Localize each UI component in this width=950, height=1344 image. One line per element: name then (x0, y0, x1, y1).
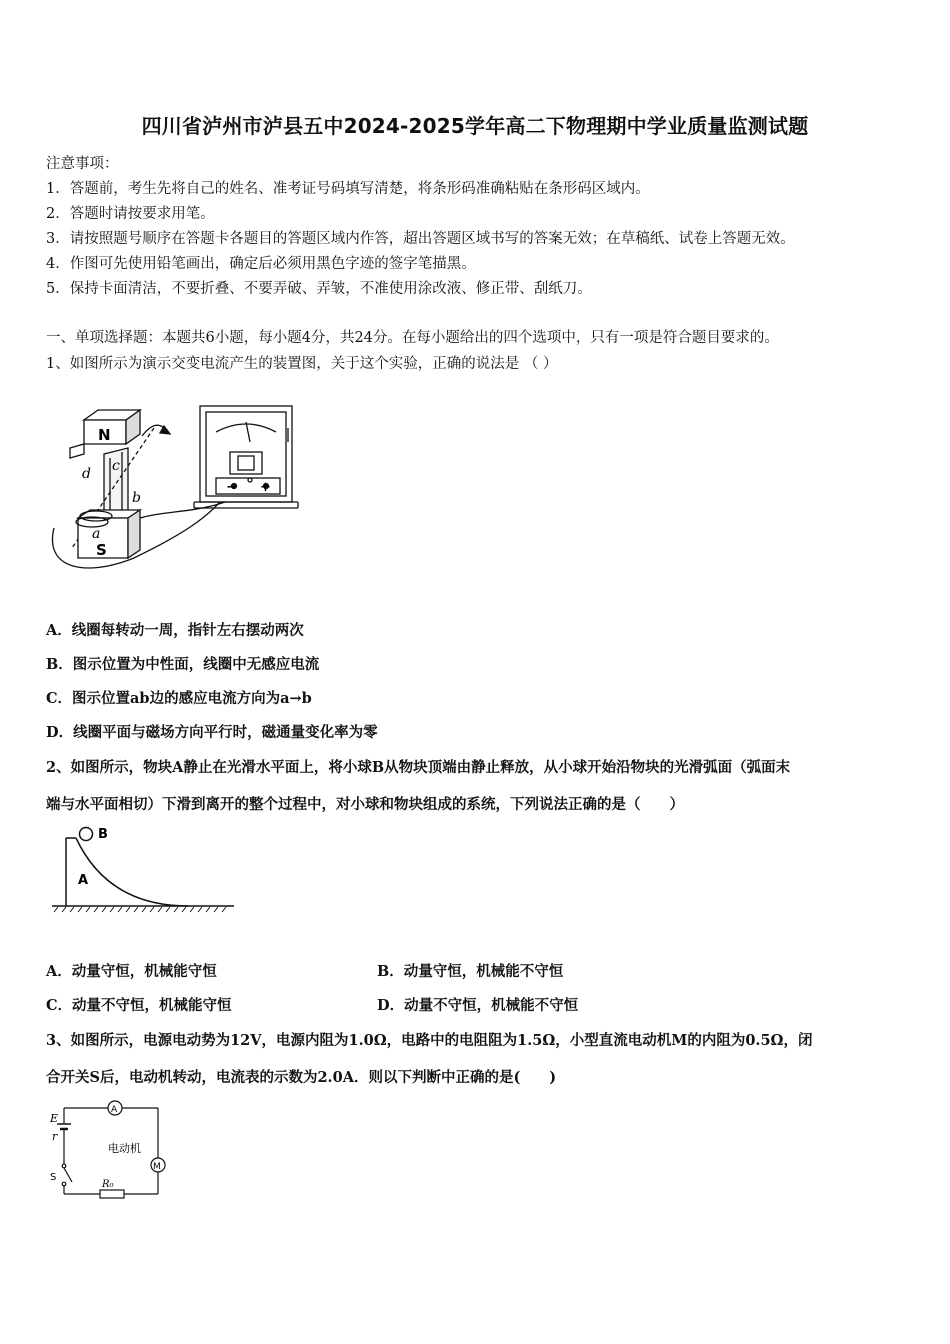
q1-option-c: C．图示位置ab边的感应电流方向为a→b (46, 690, 312, 707)
pole-s-label: S (96, 541, 107, 559)
page-title: 四川省泸州市泸县五中2024-2025学年高二下物理期中学业质量监测试题 (141, 114, 809, 138)
q1-option-b: B．图示位置为中性面，线圈中无感应电流 (46, 656, 320, 673)
motor-label: M (153, 1162, 161, 1172)
q2-stem-line-1: 2、如图所示，物块A静止在光滑水平面上，将小球B从物块顶端由静止释放，从小球开始沿物块的光滑弧面（弧面末 (46, 759, 791, 776)
ammeter-label: A (111, 1105, 118, 1115)
notice-item-2: 2．答题时请按要求用笔。 (46, 206, 215, 222)
coil-label-b: b (132, 490, 141, 506)
notice-heading: 注意事项： (46, 156, 119, 172)
emf-label: E (50, 1112, 59, 1125)
pole-n-label: N (98, 426, 111, 444)
coil-label-d: d (82, 466, 91, 482)
q1-option-a: A．线圈每转动一周，指针左右摆动两次 (46, 622, 304, 639)
q1-figure (44, 398, 306, 584)
meter-minus-label: − (226, 480, 237, 495)
q2-option-c: C．动量不守恒，机械能守恒 (46, 997, 232, 1014)
q3-stem-line-1: 3、如图所示，电源电动势为12V，电源内阻为1.0Ω，电路中的电阻阻为1.5Ω，小型直流电动机M的内阻为0.5Ω，闭 (46, 1032, 813, 1049)
resistor-label: R₀ (102, 1179, 114, 1190)
notice-item-4: 4．作图可先使用铅笔画出，确定后必须用黑色字迹的签字笔描黑。 (46, 256, 476, 272)
notice-item-3: 3．请按照题号顺序在答题卡各题目的答题区域内作答，超出答题区域书写的答案无效；在草稿纸、试卷上答题无效。 (46, 231, 795, 247)
notice-item-1: 1．答题前，考生先将自己的姓名、准考证号码填写清楚，将条形码准确粘贴在条形码区域内。 (46, 181, 650, 197)
notice-item-5: 5．保持卡面清洁，不要折叠、不要弄破、弄皱，不准使用涂改液、修正带、刮纸刀。 (46, 281, 592, 297)
q2-stem-line-2: 端与水平面相切）下滑到离开的整个过程中，对小球和物块组成的系统，下列说法正确的是（ ） (46, 796, 684, 813)
switch-label: S (50, 1172, 57, 1183)
q1-option-d: D．线圈平面与磁场方向平行时，磁通量变化率为零 (46, 724, 378, 741)
q2-option-a: A．动量守恒，机械能守恒 (46, 963, 217, 980)
meter-plus-label: + (260, 480, 271, 495)
q3-stem-line-2: 合开关S后，电动机转动，电流表的示数为2.0A．则以下判断中正确的是( ) (46, 1069, 557, 1086)
coil-label-c: c (112, 458, 120, 474)
coil-label-a: a (92, 526, 101, 542)
q2-option-b: B．动量守恒，机械能不守恒 (377, 963, 564, 980)
motor-text-label: 电动机 (108, 1142, 141, 1155)
q2-option-d: D．动量不守恒，机械能不守恒 (377, 997, 579, 1014)
ball-b-label: B (98, 827, 108, 842)
section-1-heading: 一、单项选择题：本题共6小题，每小题4分，共24分。在每小题给出的四个选项中，只有一项是符合题目要求的。 (46, 330, 779, 346)
block-a-label: A (78, 873, 89, 888)
q3-figure (44, 1098, 174, 1202)
internal-resistance-label: r (52, 1130, 58, 1143)
q2-figure (48, 822, 238, 914)
q1-stem: 1、如图所示为演示交变电流产生的装置图，关于这个实验，正确的说法是 （ ） (46, 356, 558, 372)
